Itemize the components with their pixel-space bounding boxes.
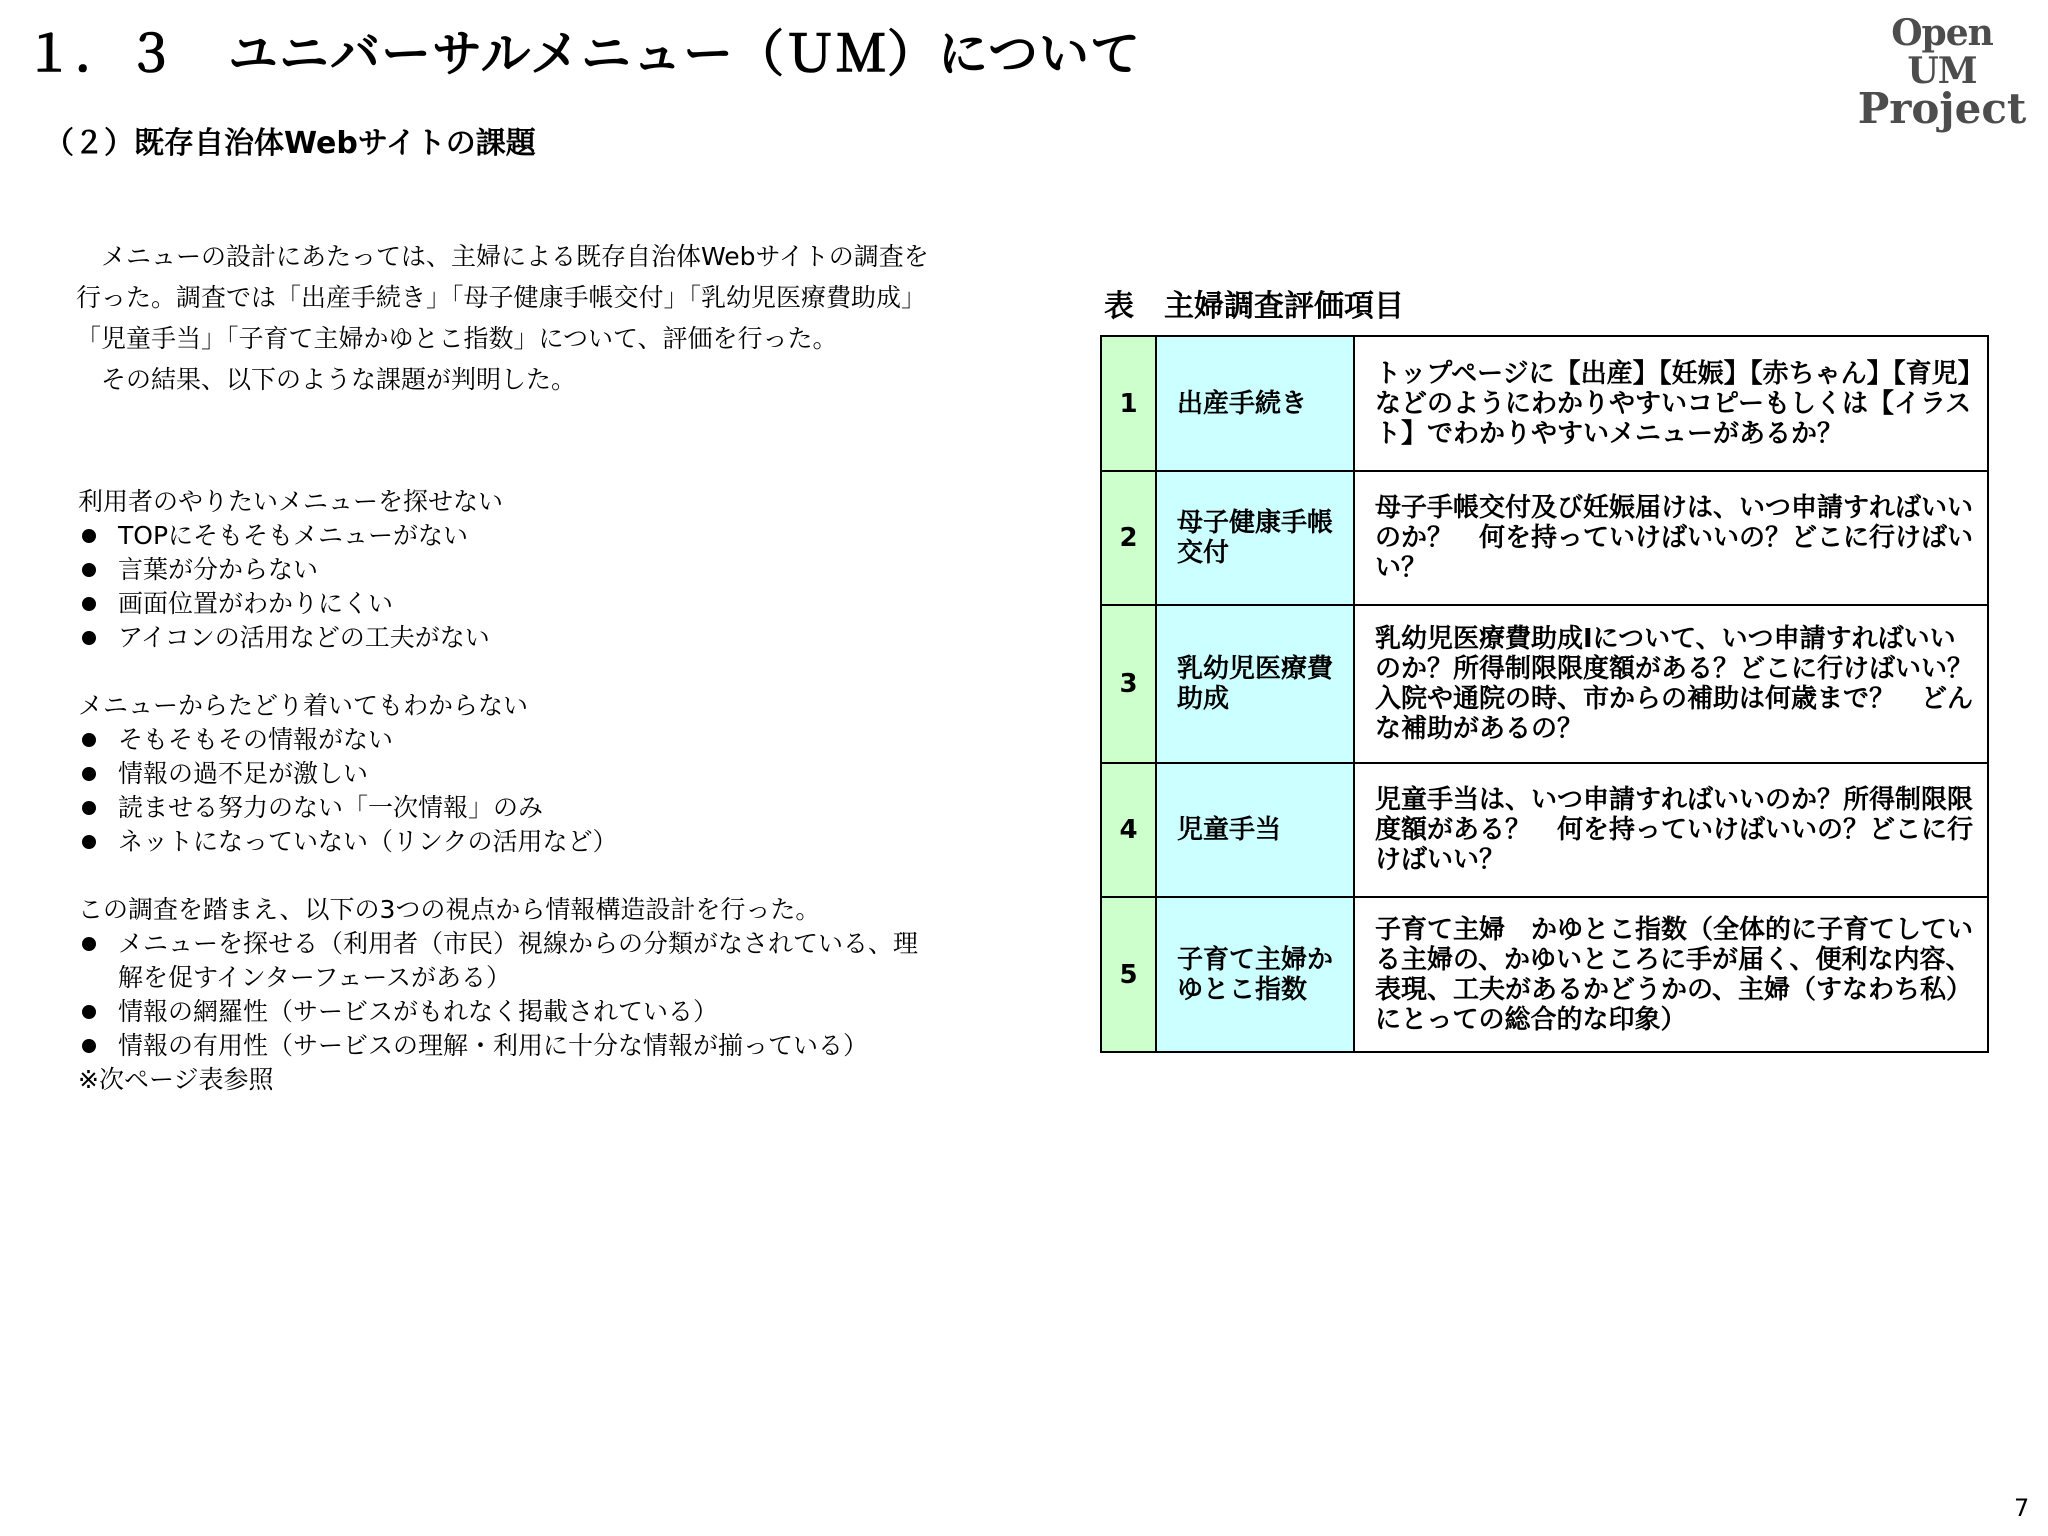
bullet-item [78,553,938,587]
intro-paragraph-1: メニューの設計にあたっては、主婦による既存自治体Webサイトの調査を行った。調査では「出産手続き」「母子健康手帳交付」「乳幼児医療費助成」「児童手当」「子育て主婦かゆとこ指数」について、評価を行った。 [76,242,929,353]
bullet-icon [82,937,96,951]
table-row [1101,471,1988,605]
issue-section-menu-not-found [78,485,938,655]
bullet-list [78,723,938,859]
intro-paragraph-2: その結果、以下のような課題が判明した。 [101,365,577,394]
row-number: 2 [1101,471,1156,605]
bullet-text: 言葉が分からない [118,555,319,584]
bullet-item [78,587,938,621]
design-perspectives-section [78,893,938,1097]
bullet-text: 情報の過不足が激しい [118,759,369,788]
section-subtitle: （２）既存自治体Webサイトの課題 [44,126,536,161]
logo-line-2: Project [1857,84,2027,133]
bullet-item [78,723,938,757]
section-heading: メニューからたどり着いてもわからない [78,691,529,720]
bullet-item [78,791,938,825]
table-caption: 表 主婦調査評価項目 [1104,289,1404,324]
table-row [1101,605,1988,763]
table-row [1101,763,1988,897]
evaluation-description: トップページに【出産】【妊娠】【赤ちゃん】【育児】などのようにわかりやすいコピーもしくは【イラスト】でわかりやすいメニューがあるか？ [1354,336,1988,471]
bullet-item [78,621,938,655]
issue-section-info-unclear [78,689,938,859]
open-um-project-logo [1852,12,2032,133]
bullet-item [78,995,938,1029]
bullet-item [78,757,938,791]
page-number: 7 [2014,1494,2030,1522]
bullet-icon [82,801,96,815]
bullet-list [78,519,938,655]
evaluation-description: 母子手帳交付及び妊娠届けは、いつ申請すればいいのか？ 何を持っていけばいいの？どこに行けばいい？ [1354,471,1988,605]
evaluation-description: 子育て主婦 かゆとこ指数（全体的に子育てしている主婦の、かゆいところに手が届く、便利な内容、表現、工夫があるかどうかの、主婦（すなわち私）にとっての総合的な印象） [1354,897,1988,1052]
table-row [1101,336,1988,471]
bullet-text: 情報の有用性（サービスの理解・利用に十分な情報が揃っている） [118,1031,869,1060]
bullet-text: メニューを探せる（利用者（市民）視線からの分類がなされている、理解を促すインターフェースがある） [118,929,919,992]
bullet-text: 画面位置がわかりにくい [118,589,394,618]
bullet-text: 情報の網羅性（サービスがもれなく掲載されている） [118,997,719,1026]
bullet-text: 読ませる努力のない「一次情報」のみ [118,793,544,822]
bullet-list [78,927,938,1063]
section-heading: 利用者のやりたいメニューを探せない [78,487,504,516]
reference-note: ※次ページ表参照 [78,1065,274,1094]
bullet-text: ネットになっていない（リンクの活用など） [118,827,618,856]
evaluation-item: 乳幼児医療費助成 [1156,605,1354,763]
row-number: 1 [1101,336,1156,471]
logo-line-1: Open UM [1891,12,1993,92]
bullet-text: アイコンの活用などの工夫がない [118,623,490,652]
bullet-icon [82,1039,96,1053]
evaluation-item: 子育て主婦かゆとこ指数 [1156,897,1354,1052]
bullet-icon [82,631,96,645]
bullet-icon [82,563,96,577]
bullet-icon [82,733,96,747]
bullet-text: そもそもその情報がない [118,725,394,754]
row-number: 3 [1101,605,1156,763]
bullet-item [78,519,938,553]
bullet-item [78,927,938,995]
bullet-icon [82,1005,96,1019]
intro-text [76,236,936,400]
evaluation-item: 母子健康手帳交付 [1156,471,1354,605]
bullet-text: TOPにそもそもメニューがない [118,521,469,550]
bullet-item [78,1029,938,1063]
issue-sections [78,485,938,1131]
evaluation-item: 出産手続き [1156,336,1354,471]
bullet-icon [82,529,96,543]
bullet-icon [82,597,96,611]
bullet-icon [82,767,96,781]
bullet-item [78,825,938,859]
evaluation-item: 児童手当 [1156,763,1354,897]
section-heading: この調査を踏まえ、以下の3つの視点から情報構造設計を行った。 [78,895,821,924]
evaluation-table [1100,335,1989,1053]
evaluation-description: 児童手当は、いつ申請すればいいのか？所得制限限度額がある？ 何を持っていけばいいの？どこに行けばいい？ [1354,763,1988,897]
bullet-icon [82,835,96,849]
page-title: １．３ ユニバーサルメニュー（ＵＭ）について [24,25,1141,83]
row-number: 4 [1101,763,1156,897]
table-row [1101,897,1988,1052]
evaluation-description: 乳幼児医療費助成Iについて、いつ申請すればいいのか？所得制限限度額がある？どこに行けばいい？入院や通院の時、市からの補助は何歳まで？ どんな補助があるの？ [1354,605,1988,763]
row-number: 5 [1101,897,1156,1052]
